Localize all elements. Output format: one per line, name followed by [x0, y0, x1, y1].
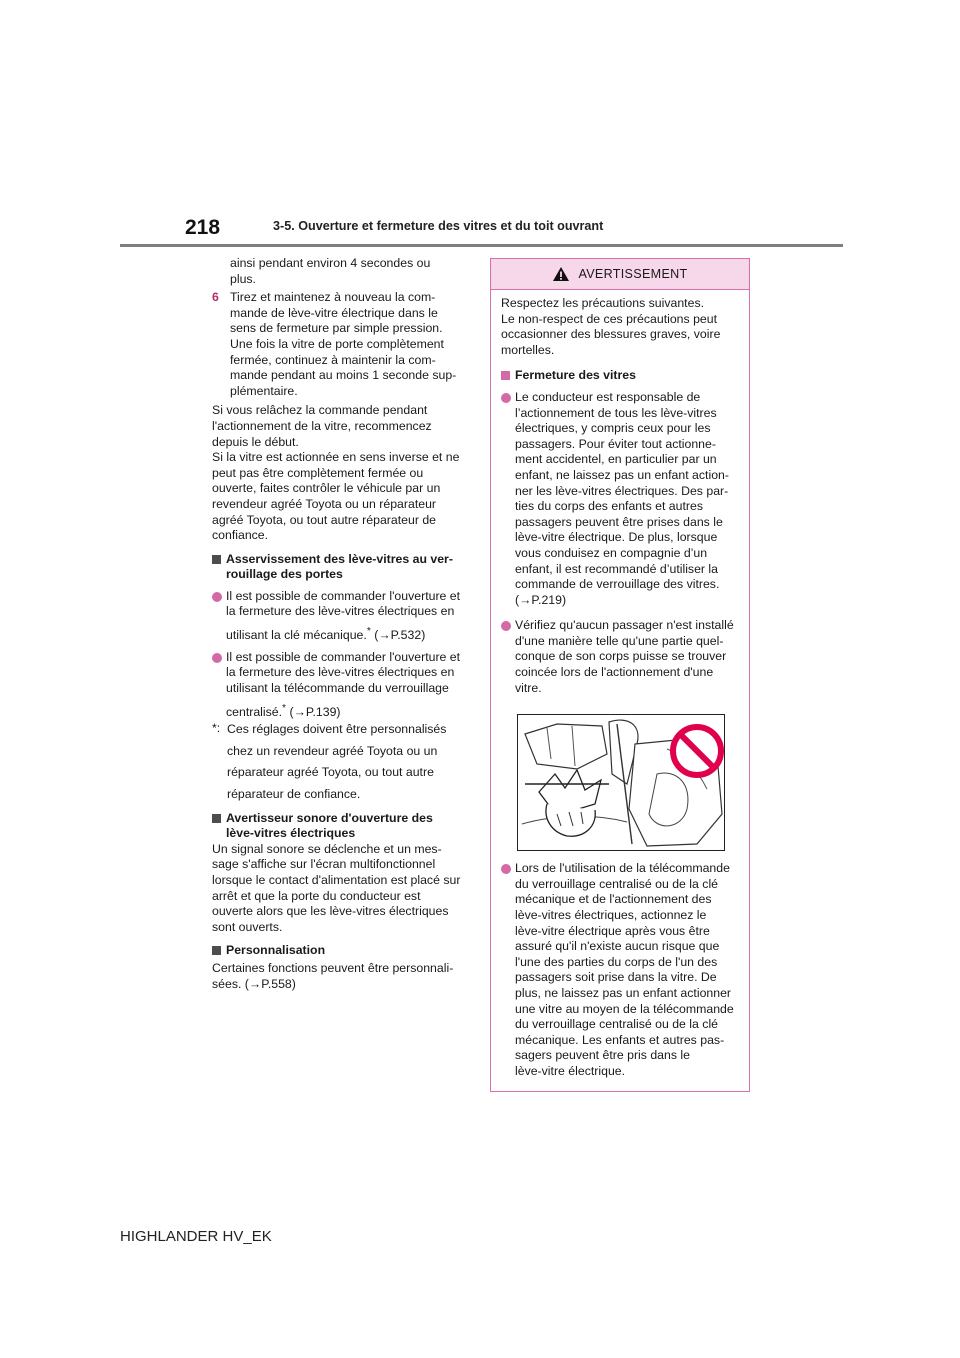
text-line: la fermeture des lève-vitres électriques en [226, 604, 455, 619]
square-bullet-icon [212, 814, 221, 823]
page-reference[interactable]: P.139 [305, 704, 337, 719]
warning-title: AVERTISSEMENT [578, 267, 688, 281]
text-line: occasionner des blessures graves, voire [501, 327, 721, 342]
text-fragment: sées. ( [212, 976, 249, 991]
header-divider [120, 244, 843, 247]
footnote [212, 722, 468, 802]
text-line: plus, ne laissez pas un enfant actionner [515, 986, 732, 1000]
text-line: revendeur agréé Toyota ou un réparateur [212, 496, 437, 511]
text-line: Si la vitre est actionnée en sens inverse et ne [212, 450, 460, 465]
text-fragment: utilisant la clé mécanique. [226, 628, 367, 643]
text-line: utilisant la clé mécanique.* (→P.532) [226, 626, 426, 643]
text-line: Il est possible de commander l'ouverture et [226, 649, 461, 664]
step-6 [212, 290, 468, 399]
text-line: peut pas être complètement fermée ou [212, 465, 424, 480]
intro-line: plus. [230, 271, 256, 286]
warning-header [491, 259, 749, 290]
text-line: passagers peuvent être prises dans le [515, 514, 723, 529]
text-line: réparateur agréé Toyota, ou tout autre [227, 765, 434, 780]
text-line: Le conducteur est responsable de [515, 389, 701, 404]
step-line: Tirez et maintenez à nouveau la com- [230, 290, 436, 305]
text-line: chez un revendeur agréé Toyota ou un [227, 743, 438, 758]
text-line: Lors de l'utilisation de la télécommande [515, 861, 730, 876]
text-line: Certaines fonctions peuvent être personnali- [212, 960, 454, 975]
intro-line: ainsi pendant environ 4 secondes ou [230, 256, 431, 270]
text-line [212, 977, 468, 993]
page-number: 218 [185, 216, 221, 239]
subheading-line: lève-vitres électriques [226, 826, 356, 841]
subheading-line: Avertisseur sonore d'ouverture des [226, 810, 433, 825]
text-fragment: centralisé. [226, 704, 283, 719]
subheading-line: rouillage des portes [226, 567, 343, 582]
text-line: lève-vitre électrique. [515, 1063, 626, 1078]
subheading-line: Asservissement des lève-vitres au ver- [226, 551, 453, 566]
text-line: mortelles. [501, 342, 555, 357]
warning-body [491, 290, 749, 1080]
step-line: mande de lève-vitre électrique dans le [230, 305, 438, 320]
text-line: passagers. Pour éviter tout actionne- [515, 436, 716, 451]
text-line: vitre. [515, 680, 542, 695]
text-line: passagers soit prise dans la vitre. De [515, 970, 717, 985]
warning-bullet-driver [501, 390, 741, 608]
text-line: l'actionnement de la vitre, recommencez [212, 418, 432, 433]
warning-triangle-icon [552, 266, 570, 282]
warning-box [490, 258, 750, 1092]
text-line: centralisé.* (→P.139) [226, 702, 341, 719]
text-line: Ces réglages doivent être personnalisés [227, 722, 447, 737]
text-line: Un signal sonore se déclenche et un mes- [212, 841, 442, 856]
warning-bullet-passenger [501, 618, 741, 696]
text-line: l’actionnement de tous les lève-vitres [515, 405, 717, 420]
text-line: Vérifiez qu'aucun passager n'est installé [515, 618, 734, 633]
subheading-lock-link [212, 552, 468, 583]
text-line: ouverte, faites contrôler le véhicule par un [212, 481, 441, 496]
text-line: électriques, y compris ceux pour les [515, 421, 711, 436]
text-line: ner les lève-vitres électriques. Des par- [515, 483, 729, 498]
text-line: réparateur de confiance. [227, 787, 361, 801]
text-fragment: ) [561, 592, 567, 607]
text-line: Il est possible de commander l'ouverture et [226, 588, 461, 603]
square-bullet-icon [212, 946, 221, 955]
text-line: ties du corps des enfants et autres [515, 499, 703, 514]
round-bullet-icon [501, 621, 511, 631]
square-bullet-icon [212, 555, 221, 564]
square-bullet-icon [501, 371, 510, 380]
subheading-line: Fermeture des vitres [515, 368, 636, 383]
arrow-icon: → [378, 628, 391, 643]
paragraph-restart [212, 403, 468, 543]
text-line: enfant, ne laissez pas un enfant action- [515, 467, 729, 482]
text-line: ouverte alors que les lève-vitres électriques [212, 904, 449, 919]
page-reference[interactable]: P.532 [390, 628, 422, 643]
text-line: depuis le début. [212, 434, 299, 449]
subheading-window-closing [501, 368, 741, 384]
left-column [212, 256, 468, 992]
text-line: sont ouverts. [212, 919, 283, 934]
text-line: assuré qu'il n'existe aucun risque que [515, 939, 720, 954]
footnote-mark: *: [212, 721, 221, 736]
text-fragment: ( [515, 592, 520, 607]
text-line: Le non-respect de ces précautions peut [501, 311, 718, 326]
text-line: vous conduisez en compagnie d’un [515, 545, 708, 560]
page-reference[interactable]: P.219 [531, 592, 562, 607]
subheading-open-alert [212, 811, 468, 842]
step-line: Une fois la vitre de porte complètement [230, 336, 444, 351]
round-bullet-icon [501, 864, 511, 874]
text-line: la fermeture des lève-vitres électriques en [226, 665, 455, 680]
text-line: d'une manière telle qu'une partie quel- [515, 633, 724, 648]
arrow-icon: → [293, 704, 306, 719]
text-line: sagers peuvent être pris dans le [515, 1048, 690, 1063]
step-line: sens de fermeture par simple pression. [230, 321, 443, 336]
text-line: coincée lors de l'actionnement d'une [515, 665, 714, 680]
text-line: mécanique. Les enfants et autres pas- [515, 1032, 725, 1047]
round-bullet-icon [501, 393, 511, 403]
paragraph-customization [212, 961, 468, 992]
text-line: conque de son corps puisse se trouver [515, 649, 727, 664]
text-line: commande de verrouillage des vitres. [515, 577, 720, 592]
arrow-icon: → [519, 592, 532, 607]
text-line: l'une des parties du corps de l'un des [515, 954, 718, 969]
text-line: du verrouillage centralisé ou de la clé [515, 1017, 719, 1032]
subheading-line: Personnalisation [226, 943, 326, 958]
paragraph-open-alert [212, 842, 468, 936]
text-line: Si vous relâchez la commande pendant [212, 403, 428, 418]
step-number: 6 [212, 290, 219, 305]
footer-model-code: HIGHLANDER HV_EK [120, 1228, 272, 1245]
text-line: lorsque le contact d'alimentation est placé sur [212, 872, 461, 887]
text-fragment: ) [291, 976, 296, 991]
text-line: lève-vitre électrique. De plus, lorsque [515, 530, 718, 545]
text-line: agréé Toyota, ou tout autre réparateur de [212, 512, 437, 527]
footnote-mark: * [282, 702, 287, 714]
round-bullet-icon [212, 653, 222, 663]
bullet-mechanical-key [212, 589, 468, 644]
text-line: ment accidentel, en particulier par un [515, 452, 717, 467]
step-line: fermée, continuez à maintenir la com- [230, 352, 436, 367]
window-pinch-illustration [517, 714, 725, 851]
step-line: plémentaire. [230, 383, 298, 398]
text-line [515, 593, 741, 609]
text-line: confiance. [212, 528, 269, 543]
round-bullet-icon [212, 592, 222, 602]
footnote-mark: * [366, 626, 371, 638]
text-line: une vitre au moyen de la télécommande [515, 1001, 734, 1016]
text-line: mécanique et de l'actionnement des [515, 892, 712, 907]
section-title: 3-5. Ouverture et fermeture des vitres et du toit ouvrant [273, 219, 604, 233]
warning-bullet-remote [501, 861, 741, 1079]
text-line: arrêt et que la porte du conducteur est [212, 888, 421, 903]
text-line: du verrouillage centralisé ou de la clé [515, 876, 719, 891]
text-line: lève-vitre électrique après vous être [515, 923, 710, 938]
subheading-customization [212, 943, 468, 959]
step-line: mande pendant au moins 1 seconde sup- [230, 368, 457, 383]
text-line: sage s'affiche sur l'écran multifonctionnel [212, 857, 436, 872]
page-reference[interactable]: P.558 [261, 976, 292, 991]
text-line: lève-vitres électriques, actionnez le [515, 908, 707, 923]
text-line: utilisant la télécommande du verrouillage [226, 680, 449, 695]
text-line: enfant, il est recommandé d’utiliser la [515, 561, 718, 576]
text-line: Respectez les précautions suivantes. [501, 296, 705, 310]
arrow-icon: → [248, 976, 262, 991]
bullet-remote [212, 650, 468, 720]
